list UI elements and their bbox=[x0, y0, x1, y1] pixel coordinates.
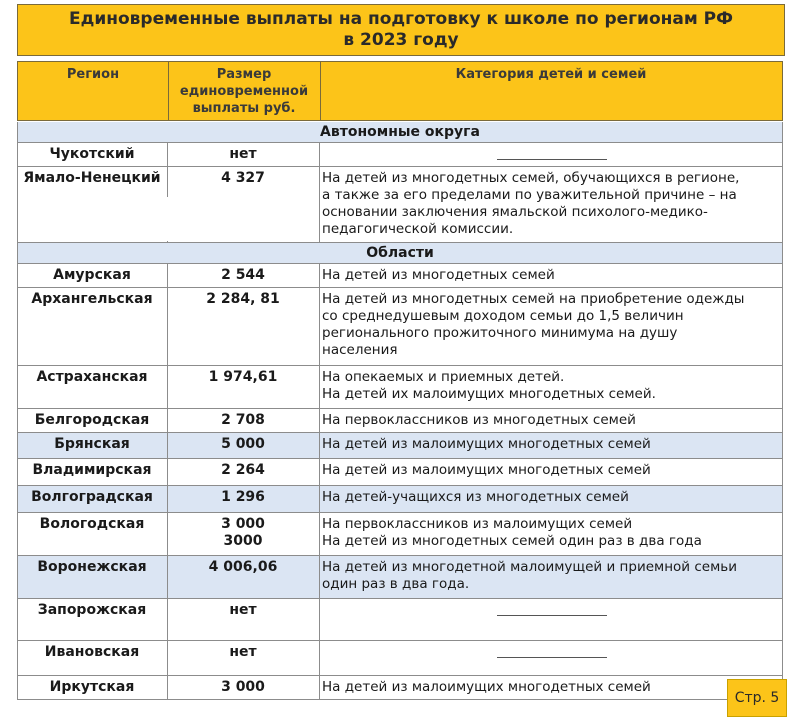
region-cell: Владимирская bbox=[32, 462, 152, 478]
table-row bbox=[17, 676, 783, 700]
region-cell: Астраханская bbox=[36, 369, 148, 385]
category-cell: На детей из многодетных семей, обучающихся в регионе, а также за его пределами по уважительной причине – на основании заключения ямальской психолого-медико- педагогической комиссии. bbox=[322, 170, 740, 237]
category-cell: На детей из многодетных семей на приобретение одежды со среднедушевым доходом семьи до 1,5 величин регионального прожиточного минимума на душу населения bbox=[322, 291, 745, 358]
amount-cell: нет bbox=[229, 146, 257, 162]
table-row bbox=[17, 264, 783, 288]
amount-cell: 1 296 bbox=[221, 489, 265, 505]
title-line-2: в 2023 году bbox=[343, 30, 459, 50]
amount-cell: 3 000 3000 bbox=[221, 516, 265, 549]
region-cell: Вологодская bbox=[39, 516, 145, 532]
header-amount-line-3: выплаты руб. bbox=[192, 101, 296, 116]
table-row bbox=[17, 409, 783, 433]
page-number: Стр. 5 bbox=[727, 679, 787, 717]
amount-cell: 5 000 bbox=[221, 436, 265, 452]
category-cell: На опекаемых и приемных детей. На детей их малоимущих многодетных семей. bbox=[322, 369, 656, 402]
section-header-oblasts: Области bbox=[17, 243, 783, 264]
amount-cell: 4 006,06 bbox=[208, 559, 278, 575]
amount-cell: 2 544 bbox=[221, 267, 265, 283]
redaction-mask bbox=[17, 197, 317, 241]
region-cell: Ивановская bbox=[44, 644, 140, 660]
region-cell: Белгородская bbox=[34, 412, 150, 428]
amount-cell: 4 327 bbox=[221, 170, 265, 186]
empty-category-line bbox=[497, 159, 607, 160]
region-cell: Ямало-Ненецкий bbox=[23, 170, 161, 186]
header-amount-line-1: Размер bbox=[216, 67, 272, 82]
page-title bbox=[17, 4, 785, 56]
amount-cell: 2 284, 81 bbox=[206, 291, 280, 307]
title-line-1: Единовременные выплаты на подготовку к школе по регионам РФ bbox=[69, 9, 733, 29]
table-header bbox=[17, 61, 783, 121]
section-header-autonomous: Автономные округа bbox=[17, 122, 783, 143]
region-cell: Волгоградская bbox=[31, 489, 153, 505]
region-cell: Брянская bbox=[54, 436, 130, 452]
empty-category-line bbox=[497, 615, 607, 616]
header-amount-line-2: единовременной bbox=[179, 84, 309, 99]
amount-cell: 2 264 bbox=[221, 462, 265, 478]
category-cell: На детей из малоимущих многодетных семей bbox=[322, 462, 651, 478]
region-cell: Амурская bbox=[53, 267, 131, 283]
table-row bbox=[17, 366, 783, 409]
table-row bbox=[17, 288, 783, 366]
table-row bbox=[17, 486, 783, 513]
amount-cell: 3 000 bbox=[221, 679, 265, 695]
region-cell: Воронежская bbox=[37, 559, 147, 575]
category-cell: На первоклассников из многодетных семей bbox=[322, 412, 636, 428]
table-row bbox=[17, 599, 783, 641]
category-cell: На детей из малоимущих многодетных семей bbox=[322, 679, 651, 695]
category-cell: На детей-учащихся из многодетных семей bbox=[322, 489, 629, 505]
amount-cell: 2 708 bbox=[221, 412, 265, 428]
header-amount bbox=[168, 66, 320, 117]
region-cell: Запорожская bbox=[37, 602, 147, 618]
header-region: Регион bbox=[66, 67, 120, 82]
table-row bbox=[17, 459, 783, 486]
category-cell: На детей из многодетной малоимущей и приемной семьи один раз в два года. bbox=[322, 559, 738, 592]
region-cell: Чукотский bbox=[49, 146, 135, 162]
table-row bbox=[17, 143, 783, 167]
empty-category-line bbox=[497, 657, 607, 658]
category-cell: На детей из малоимущих многодетных семей bbox=[322, 436, 651, 452]
amount-cell: 1 974,61 bbox=[208, 369, 278, 385]
table-row bbox=[17, 433, 783, 459]
region-cell: Архангельская bbox=[31, 291, 153, 307]
table-row bbox=[17, 556, 783, 599]
header-category: Категория детей и семей bbox=[455, 67, 647, 82]
category-cell: На первоклассников из малоимущих семей На детей из многодетных семей один раз в два года bbox=[322, 516, 702, 549]
table-row bbox=[17, 513, 783, 556]
amount-cell: нет bbox=[229, 602, 257, 618]
region-cell: Иркутская bbox=[49, 679, 135, 695]
table-left-border bbox=[17, 122, 18, 700]
category-cell: На детей из многодетных семей bbox=[322, 267, 555, 283]
table-row bbox=[17, 167, 783, 243]
amount-cell: нет bbox=[229, 644, 257, 660]
table-row bbox=[17, 641, 783, 676]
table-right-border bbox=[782, 122, 783, 700]
